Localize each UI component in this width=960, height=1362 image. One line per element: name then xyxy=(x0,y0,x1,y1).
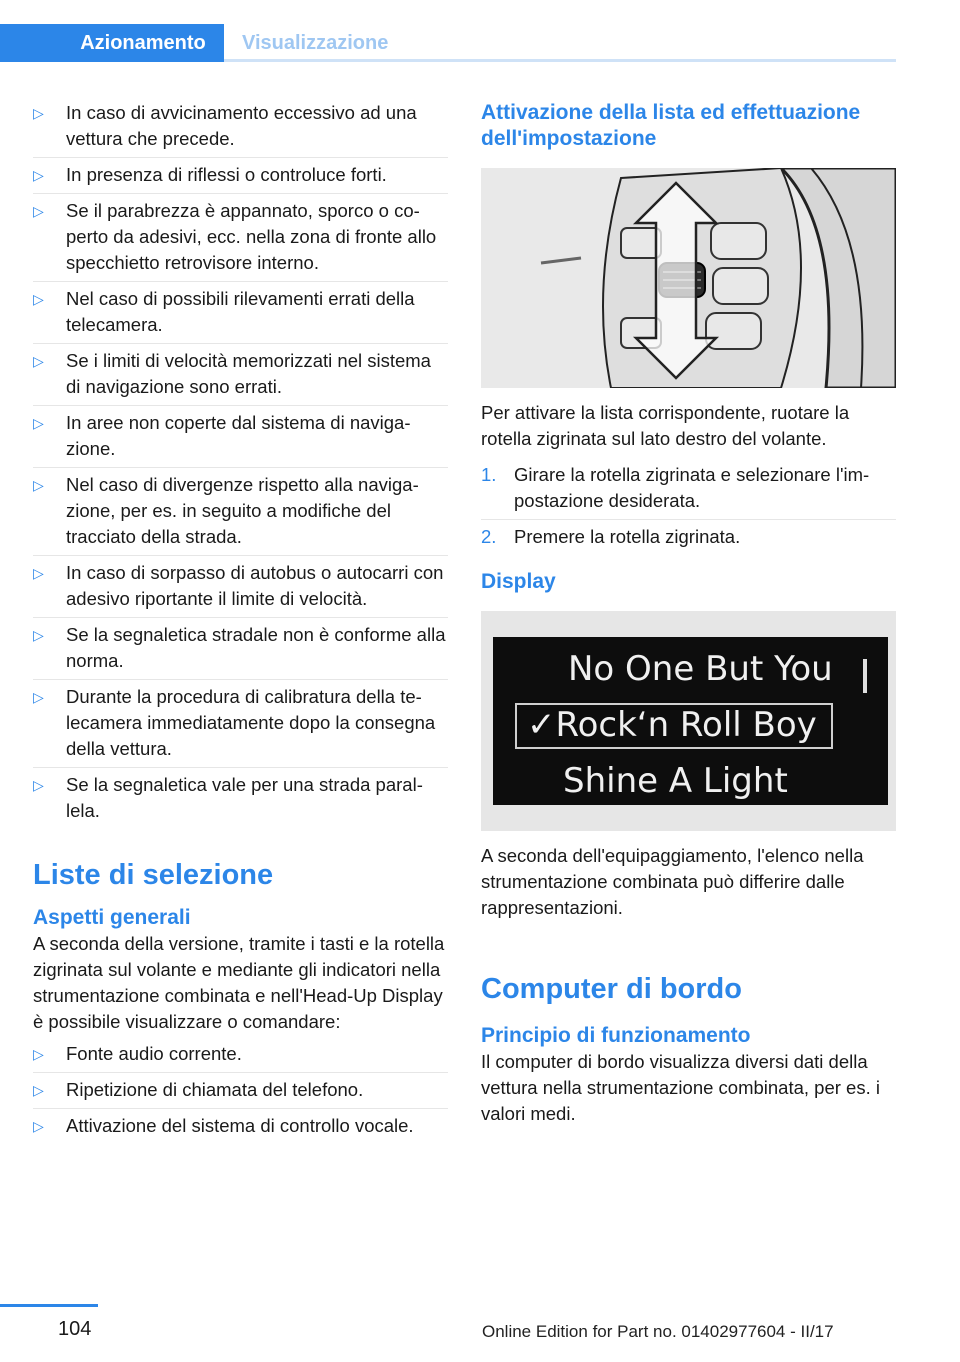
condition-item xyxy=(33,410,448,468)
function-item xyxy=(33,1077,448,1109)
steering-wheel-figure xyxy=(481,168,896,388)
section-title-computer: Computer di bordo xyxy=(481,973,742,1005)
principio-paragraph: Il computer di bordo visualizza diversi dati della vettura nella strumentazione combinata, per es. i valori medi. xyxy=(481,1051,880,1124)
display-item-3: Shine A Light xyxy=(563,761,788,801)
condition-item xyxy=(33,100,448,158)
left-column xyxy=(33,100,448,1148)
list-item-text: Se il parabrezza è appannato, sporco o coperto da adesivi, ecc. nella zona di fronte allo specchietto retrovisore interno. xyxy=(66,200,437,273)
page-header xyxy=(0,0,960,62)
triangle-bullet-icon: ▷ xyxy=(33,1082,44,1098)
triangle-bullet-icon: ▷ xyxy=(33,415,44,431)
list-item-text: Attivazione del sistema di controllo vocale. xyxy=(66,1115,414,1136)
functions-list xyxy=(33,1041,448,1144)
triangle-bullet-icon: ▷ xyxy=(33,689,44,705)
list-item-text: Nel caso di possibili rilevamenti errati della telecamera. xyxy=(66,288,415,335)
list-item-text: Nel caso di divergenze rispetto alla navigazione, per es. in seguito a modifiche del tracciato della strada. xyxy=(66,474,419,547)
triangle-bullet-icon: ▷ xyxy=(33,105,44,121)
header-divider xyxy=(224,59,896,62)
page-number: 104 xyxy=(58,1318,92,1340)
triangle-bullet-icon: ▷ xyxy=(33,203,44,219)
step-text: Girare la rotella zigrinata e selezionare l'impostazione desiderata. xyxy=(514,464,870,511)
triangle-bullet-icon: ▷ xyxy=(33,291,44,307)
triangle-bullet-icon: ▷ xyxy=(33,1118,44,1134)
subsection-title-principio: Principio di funzionamento xyxy=(481,1024,751,1047)
subsection-title-attivazione: Attivazione della lista ed effettuazione dell'impostazione xyxy=(481,101,861,150)
list-item-text: Se i limiti di velocità memorizzati nel sistema di navigazione sono errati. xyxy=(66,350,431,397)
activation-paragraph: Per attivare la lista corrispondente, ruotare la rotella zigrinata sul lato destro del volante. xyxy=(481,402,850,449)
list-item-text: Fonte audio corrente. xyxy=(66,1043,242,1064)
section-title-liste: Liste di selezione xyxy=(33,859,274,891)
list-item-text: In aree non coperte dal sistema di navigazione. xyxy=(66,412,411,459)
list-item-text: In presenza di riflessi o controluce forti. xyxy=(66,164,387,185)
steps-list xyxy=(481,462,896,555)
condition-item xyxy=(33,198,448,282)
right-column xyxy=(481,100,896,1127)
step-number: 2. xyxy=(481,526,497,547)
condition-item xyxy=(33,348,448,406)
triangle-bullet-icon: ▷ xyxy=(33,565,44,581)
step-text: Premere la rotella zigrinata. xyxy=(514,526,741,547)
display-item-1: No One But You xyxy=(568,649,833,689)
list-item-text: In caso di avvicinamento eccessivo ad una vettura che precede. xyxy=(66,102,417,149)
list-item-text: Se la segnaletica stradale non è conforme alla norma. xyxy=(66,624,446,671)
conditions-list xyxy=(33,100,448,829)
list-item-text: Ripetizione di chiamata del telefono. xyxy=(66,1079,364,1100)
step-number: 1. xyxy=(481,464,497,485)
triangle-bullet-icon: ▷ xyxy=(33,167,44,183)
condition-item xyxy=(33,286,448,344)
function-item xyxy=(33,1113,448,1144)
condition-item xyxy=(33,772,448,829)
subsection-title-display: Display xyxy=(481,570,556,593)
triangle-bullet-icon: ▷ xyxy=(33,353,44,369)
intro-paragraph: A seconda della versione, tramite i tasti e la rotella zigrinata sul volante e mediante gli indicatori nella strumentazione combinata e nell'Head-Up Display è possibile visualizzare o comandare: xyxy=(33,933,445,1032)
triangle-bullet-icon: ▷ xyxy=(33,627,44,643)
step-item xyxy=(481,524,896,555)
steering-wheel-illustration xyxy=(481,168,896,388)
display-figure xyxy=(481,611,896,831)
condition-item xyxy=(33,472,448,556)
list-item-text: Se la segnaletica vale per una strada parallela. xyxy=(66,774,423,821)
display-screen xyxy=(493,637,888,805)
tab-azionamento[interactable]: Azionamento xyxy=(62,24,224,62)
function-item xyxy=(33,1041,448,1073)
condition-item xyxy=(33,622,448,680)
display-scrollbar xyxy=(863,659,867,693)
triangle-bullet-icon: ▷ xyxy=(33,777,44,793)
condition-item xyxy=(33,684,448,768)
footer-edition: Online Edition for Part no. 01402977604 - II/17 xyxy=(482,1322,834,1341)
list-item-text: In caso di sorpasso di autobus o autocarri con adesivo riportante il limite di velocità. xyxy=(66,562,444,609)
condition-item xyxy=(33,162,448,194)
condition-item xyxy=(33,560,448,618)
header-tab-bar xyxy=(0,24,62,62)
display-paragraph: A seconda dell'equipaggiamento, l'elenco nella strumentazione combinata può differire dalle rappresentazioni. xyxy=(481,845,864,918)
step-item xyxy=(481,462,896,520)
display-item-2-selected: ✓Rock‘n Roll Boy xyxy=(527,705,817,745)
footer-divider xyxy=(0,1304,98,1307)
list-item-text: Durante la procedura di calibratura della telecamera immediatamente dopo la consegna della vettura. xyxy=(66,686,436,759)
subsection-title-aspetti: Aspetti generali xyxy=(33,906,191,929)
triangle-bullet-icon: ▷ xyxy=(33,1046,44,1062)
tab-visualizzazione[interactable]: Visualizzazione xyxy=(242,31,389,54)
triangle-bullet-icon: ▷ xyxy=(33,477,44,493)
